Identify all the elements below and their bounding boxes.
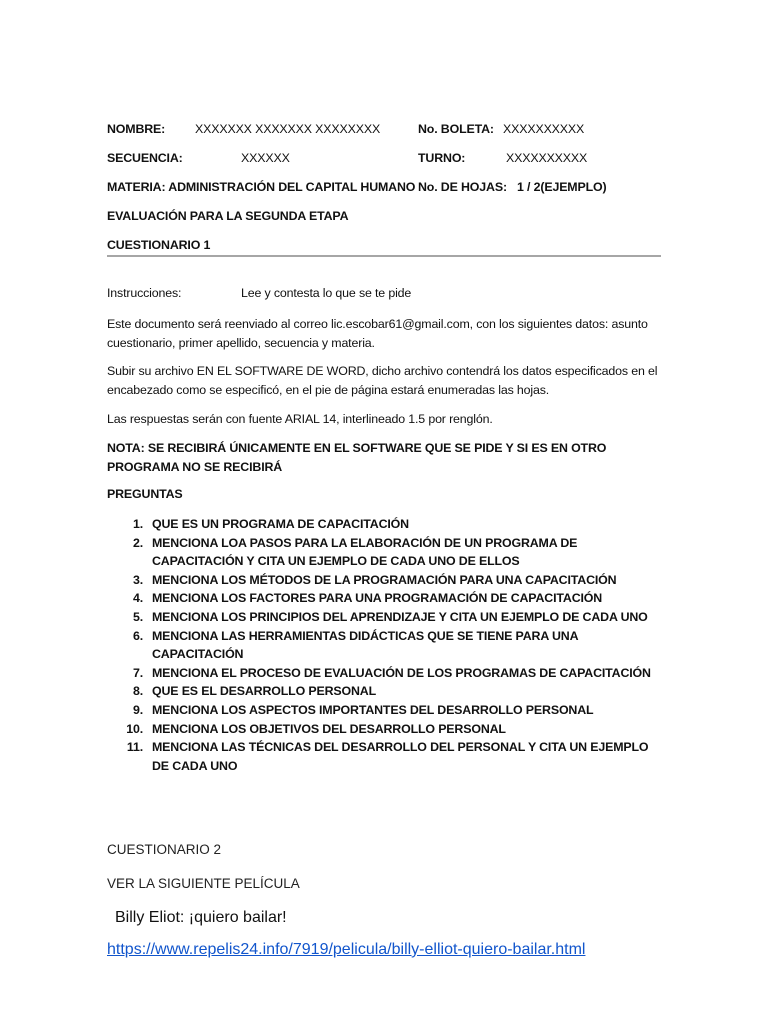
film-title: Billy Eliot: ¡quiero bailar!: [115, 909, 287, 926]
materia-text: MATERIA: ADMINISTRACIÓN DEL CAPITAL HUMANO: [107, 180, 416, 194]
list-item: 8. QUE ES EL DESARROLLO PERSONAL: [132, 684, 376, 699]
instruction-paragraph-format: Las respuestas serán con fuente ARIAL 14, interlineado 1.5 por renglón.: [107, 412, 493, 426]
header-divider: [107, 255, 661, 257]
pelicula-subtitle: VER LA SIGUIENTE PELÍCULA: [107, 876, 300, 891]
list-item: 4. MENCIONA LOS FACTORES PARA UNA PROGRAMACIÓN DE CAPACITACIÓN: [132, 591, 603, 606]
boleta-label: No. BOLETA:: [418, 122, 494, 136]
instructions-text: Lee y contesta lo que se te pide: [241, 286, 412, 300]
hojas-label: No. DE HOJAS:: [418, 180, 507, 194]
nombre-label: NOMBRE:: [107, 122, 166, 136]
cuestionario2-title: CUESTIONARIO 2: [107, 842, 222, 857]
header-row-secuencia: [0, 151, 768, 169]
list-item: 2. MENCIONA LOA PASOS PARA LA ELABORACIÓN DE UN PROGRAMA DE CAPACITACIÓN Y CITA UN EJEMPLO DE CADA UNO DE ELLOS: [132, 535, 578, 569]
header-row-nombre: [0, 122, 768, 140]
secuencia-label: SECUENCIA:: [107, 151, 183, 165]
turno-value: XXXXXXXXXX: [506, 151, 588, 165]
preguntas-title: PREGUNTAS: [107, 487, 183, 501]
turno-label: TURNO:: [418, 151, 466, 165]
secuencia-value: XXXXXX: [241, 151, 290, 165]
list-item: 6. MENCIONA LAS HERRAMIENTAS DIDÁCTICAS QUE SE TIENE PARA UNA CAPACITACIÓN: [132, 628, 578, 662]
list-item: 1. QUE ES UN PROGRAMA DE CAPACITACIÓN: [132, 517, 409, 531]
list-item: 5. MENCIONA LOS PRINCIPIOS DEL APRENDIZAJE Y CITA UN EJEMPLO DE CADA UNO: [132, 609, 648, 624]
cuestionario1-title: CUESTIONARIO 1: [107, 238, 211, 252]
list-item: 3. MENCIONA LOS MÉTODOS DE LA PROGRAMACIÓN PARA UNA CAPACITACIÓN: [132, 572, 617, 587]
list-item: 10. MENCIONA LOS OBJETIVOS DEL DESARROLLO PERSONAL: [126, 721, 506, 736]
list-item: 7. MENCIONA EL PROCESO DE EVALUACIÓN DE LOS PROGRAMAS DE CAPACITACIÓN: [132, 665, 651, 680]
instructions-row: [0, 286, 768, 304]
nombre-value: XXXXXXX XXXXXXX XXXXXXXX: [195, 122, 381, 136]
boleta-value: XXXXXXXXXX: [503, 122, 585, 136]
instruction-paragraph-email: Este documento será reenviado al correo lic.escobar61@gmail.com, con los siguientes datos: asunto cuestionario, primer apellido, secuencia y materia.: [107, 317, 648, 350]
hojas-value: 1 / 2(EJEMPLO): [517, 180, 607, 194]
list-item: 9. MENCIONA LOS ASPECTOS IMPORTANTES DEL DESARROLLO PERSONAL: [132, 702, 594, 717]
header-row-materia: [0, 180, 768, 198]
instruction-paragraph-upload: Subir su archivo EN EL SOFTWARE DE WORD, dicho archivo contendrá los datos especificados en el encabezado como se especificó, en el pie de página estará enumeradas las hojas.: [107, 364, 658, 397]
questions-list: [107, 515, 667, 775]
film-link[interactable]: https://www.repelis24.info/7919/pelicula/billy-elliot-quiero-bailar.html: [107, 941, 586, 958]
instructions-label: Instrucciones:: [107, 286, 182, 300]
evaluacion-title: EVALUACIÓN PARA LA SEGUNDA ETAPA: [107, 209, 349, 223]
nota-paragraph: NOTA: SE RECIBIRÁ ÚNICAMENTE EN EL SOFTWARE QUE SE PIDE Y SI ES EN OTRO PROGRAMA NO SE RECIBIRÁ: [107, 441, 607, 474]
list-item: 11. MENCIONA LAS TÉCNICAS DEL DESARROLLO DEL PERSONAL Y CITA UN EJEMPLO DE CADA UNO: [126, 740, 649, 773]
